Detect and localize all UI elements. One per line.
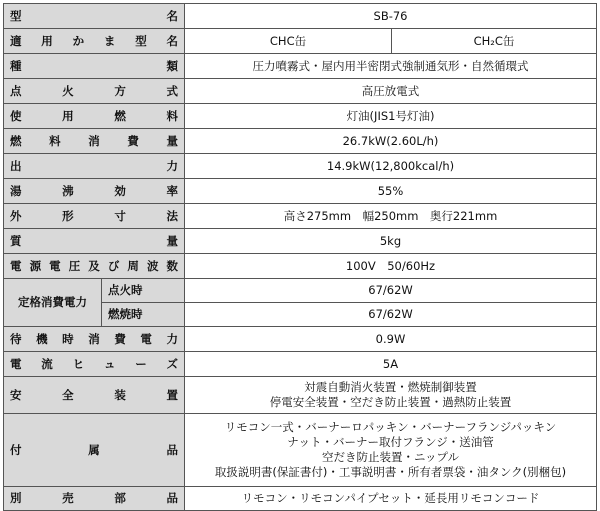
safety-line: 対震自動消火装置・燃焼制御装置 xyxy=(304,380,477,394)
value-optional: リモコン・リモコンパイプセット・延長用リモコンコード xyxy=(185,487,597,511)
accessory-line: 空だき防止装置・ニップル xyxy=(321,450,460,464)
label-text: 出 力 xyxy=(10,158,178,173)
label-text: 湯 沸 効 率 xyxy=(10,183,178,198)
label-text: 点 火 方 式 xyxy=(10,83,178,98)
value-mass: 5kg xyxy=(185,229,597,254)
label-accessories xyxy=(4,414,185,487)
row-standby xyxy=(4,327,597,352)
value-model: SB-76 xyxy=(185,4,597,29)
value-accessories xyxy=(185,414,597,487)
row-type xyxy=(4,54,597,79)
label-text: 付 属 品 xyxy=(10,442,178,457)
label-rated: 定格消費電力 xyxy=(4,279,102,327)
spec-table xyxy=(3,3,597,511)
label-mass xyxy=(4,229,185,254)
value-boiler-chc: CHC缶 xyxy=(185,29,392,54)
accessory-line: 取扱説明書(保証書付)・工事説明書・所有者票袋・油タンク(別梱包) xyxy=(214,465,567,479)
label-text: 燃 料 消 費 量 xyxy=(10,133,178,148)
row-rated-ignition xyxy=(4,279,597,303)
safety-line: 停電安全装置・空だき防止装置・過熱防止装置 xyxy=(269,395,512,409)
row-consumption xyxy=(4,129,597,154)
value-dimensions: 高さ275mm 幅250mm 奥行221mm xyxy=(185,204,597,229)
value-ignition: 高圧放電式 xyxy=(185,79,597,104)
row-power xyxy=(4,254,597,279)
value-rated-burning: 67/62W xyxy=(185,303,597,327)
value-efficiency: 55% xyxy=(185,179,597,204)
label-rated-burning xyxy=(102,303,185,327)
label-model xyxy=(4,4,185,29)
label-text: 安 全 装 置 xyxy=(10,387,178,402)
value-rated-ignition: 67/62W xyxy=(185,279,597,303)
row-efficiency xyxy=(4,179,597,204)
accessory-line: リモコン一式・バーナーロパッキン・バーナーフランジパッキン xyxy=(224,420,557,434)
label-consumption xyxy=(4,129,185,154)
label-dimensions xyxy=(4,204,185,229)
label-text: 型 名 xyxy=(10,8,178,23)
value-fuel: 灯油(JIS1号灯油) xyxy=(185,104,597,129)
label-text: 電 源 電 圧 及 び 周 波 数 xyxy=(10,258,178,273)
row-safety xyxy=(4,377,597,414)
value-consumption: 26.7kW(2.60L/h) xyxy=(185,129,597,154)
label-type xyxy=(4,54,185,79)
row-fuse xyxy=(4,352,597,377)
label-text: 待 機 時 消 費 電 力 xyxy=(10,331,178,346)
row-ignition xyxy=(4,79,597,104)
label-text: 種 類 xyxy=(10,58,178,73)
row-model xyxy=(4,4,597,29)
label-ignition xyxy=(4,79,185,104)
value-safety xyxy=(185,377,597,414)
value-standby: 0.9W xyxy=(185,327,597,352)
value-power: 100V 50/60Hz xyxy=(185,254,597,279)
label-text: 使 用 燃 料 xyxy=(10,108,178,123)
label-text: 燃焼時 xyxy=(108,307,143,321)
label-rated-ignition xyxy=(102,279,185,303)
value-fuse: 5A xyxy=(185,352,597,377)
label-boiler xyxy=(4,29,185,54)
row-fuel xyxy=(4,104,597,129)
accessory-line: ナット・バーナー取付フランジ・送油管 xyxy=(287,435,494,449)
label-fuse xyxy=(4,352,185,377)
value-output: 14.9kW(12,800kcal/h) xyxy=(185,154,597,179)
label-efficiency xyxy=(4,179,185,204)
label-output xyxy=(4,154,185,179)
row-mass xyxy=(4,229,597,254)
row-dimensions xyxy=(4,204,597,229)
label-safety xyxy=(4,377,185,414)
label-text: 別 売 部 品 xyxy=(10,491,178,505)
label-text: 適 用 か ま 型 名 xyxy=(10,33,178,48)
value-boiler-ch2c: CH₂C缶 xyxy=(392,29,597,54)
label-fuel xyxy=(4,104,185,129)
label-standby xyxy=(4,327,185,352)
label-text: 点火時 xyxy=(108,283,143,297)
value-type: 圧力噴霧式・屋内用半密閉式強制通気形・自然循環式 xyxy=(185,54,597,79)
row-boiler xyxy=(4,29,597,54)
label-power xyxy=(4,254,185,279)
row-accessories xyxy=(4,414,597,487)
label-text: 電 流 ヒ ュ ー ズ xyxy=(10,356,178,371)
label-text: 質 量 xyxy=(10,233,178,248)
label-text: 外 形 寸 法 xyxy=(10,208,178,223)
row-output xyxy=(4,154,597,179)
